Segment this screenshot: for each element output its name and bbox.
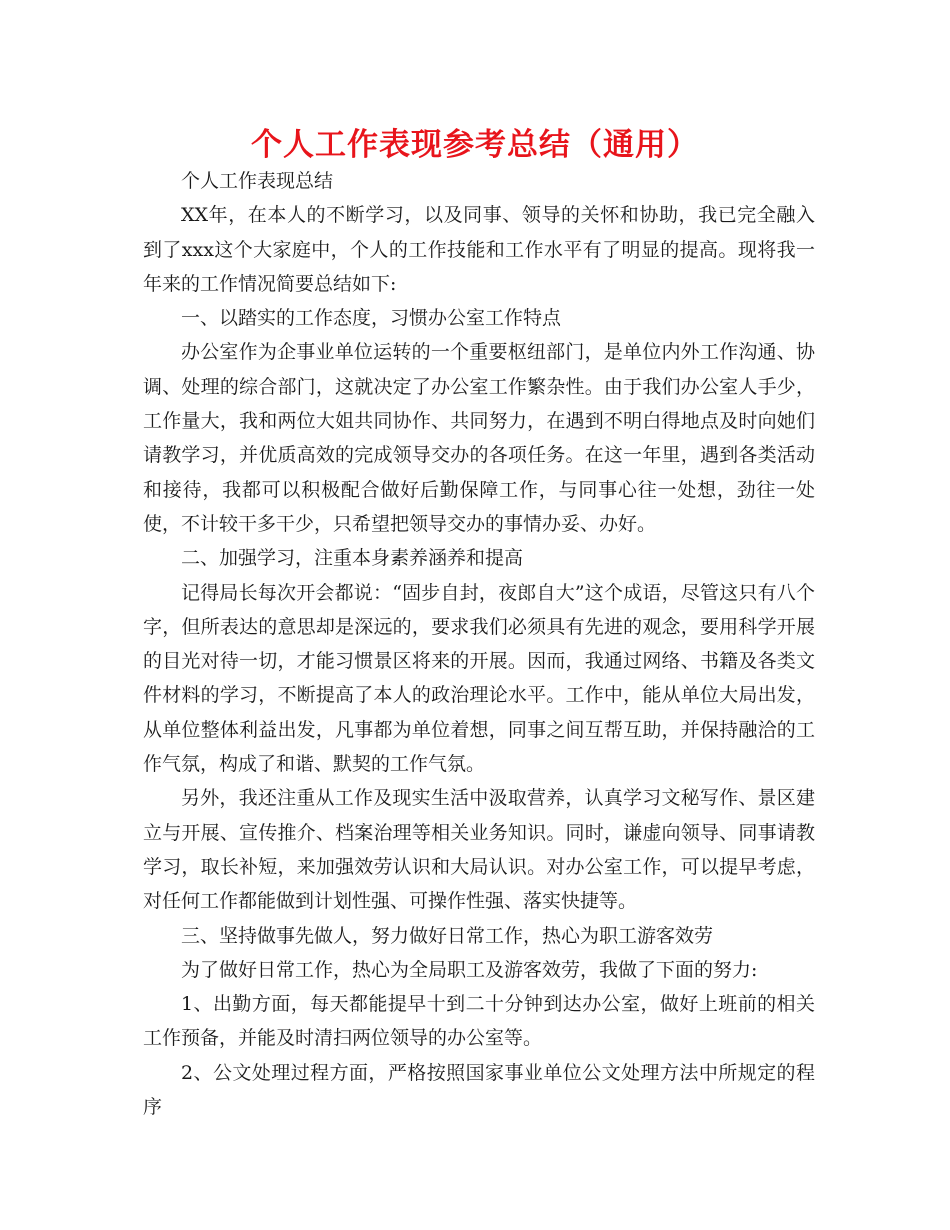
section-heading-2: 二、加强学习，注重本身素养涵养和提高 (181, 547, 524, 570)
section-heading-1: 一、以踏实的工作态度，习惯办公室工作特点 (181, 307, 562, 330)
paragraph-attendance: 1、出勤方面，每天都能提早十到二十分钟到达办公室，做好上班前的相关工作预备，并能及时清扫两位领导的办公室等。 (143, 993, 815, 1050)
document-body (143, 164, 815, 1124)
paragraph-intro: XX年，在本人的不断学习，以及同事、领导的关怀和协助，我已完全融入到了xxx这个大家庭中，个人的工作技能和工作水平有了明显的提高。现将我一年来的工作情况简要总结如下: (143, 204, 815, 295)
paragraph-additional: 另外，我还注重从工作及现实生活中汲取营养，认真学习文秘写作、景区建立与开展、宣传推介、档案治理等相关业务知识。同时，谦虚向领导、同事请教学习，取长补短，来加强效劳认识和大局认识。对办公室工作，可以提早考虑，对任何工作都能做到计划性强、可操作性强、落实快捷等。 (143, 787, 815, 913)
paragraph-heading-summary: 个人工作表现总结 (181, 170, 334, 192)
section-heading-3: 三、坚持做事先做人，努力做好日常工作，热心为职工游客效劳 (181, 924, 714, 947)
document-title: 个人工作表现参考总结（通用） (251, 127, 699, 163)
paragraph-daily-work: 为了做好日常工作，热心为全局职工及游客效劳，我做了下面的努力: (181, 958, 758, 981)
paragraph-learning: 记得局长每次开会都说：“固步自封，夜郎自大”这个成语，尽管这只有八个字，但所表达的意思却是深远的，要求我们必须具有先进的观念，要用科学开展的目光对待一切，才能习惯景区将来的开展。因而，我通过网络、书籍及各类文件材料的学习，不断提高了本人的政治理论水平。工作中，能从单位大局出发，从单位整体利益出发，凡事都为单位着想，同事之间互帮互助，并保持融洽的工作气氛，构成了和谐、默契的工作气氛。 (143, 581, 815, 776)
paragraph-document-handling: 2、公文处理过程方面，严格按照国家事业单位公文处理方法中所规定的程序 (143, 1061, 815, 1119)
paragraph-office-work: 办公室作为企事业单位运转的一个重要枢纽部门，是单位内外工作沟通、协调、处理的综合部门，这就决定了办公室工作繁杂性。由于我们办公室人手少，工作量大，我和两位大姐共同协作、共同努力，在遇到不明白得地点及时向她们请教学习，并优质高效的完成领导交办的各项任务。在这一年里，遇到各类活动和接待，我都可以积极配合做好后勤保障工作，与同事心往一处想，劲往一处使，不计较干多干少，只希望把领导交办的事情办妥、办好。 (143, 341, 815, 535)
